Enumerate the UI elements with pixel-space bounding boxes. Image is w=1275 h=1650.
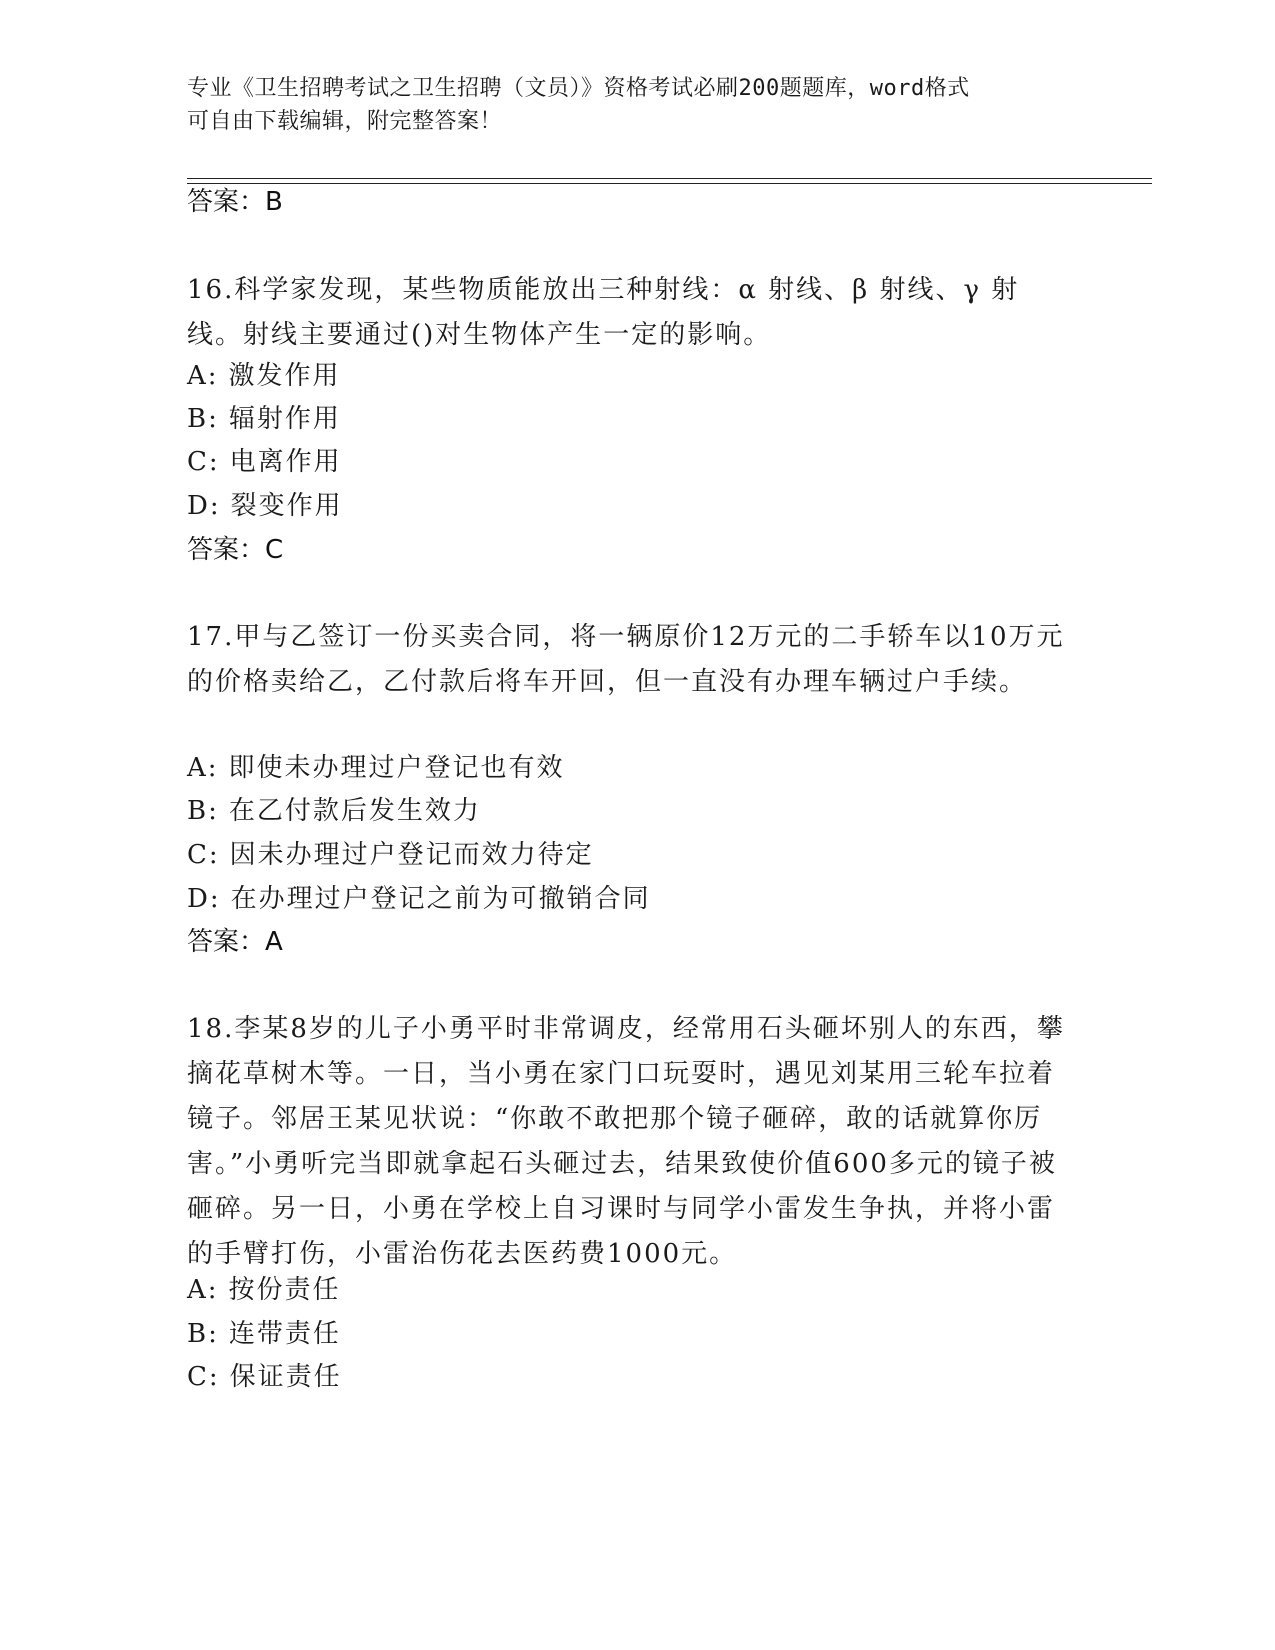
option-letter: D: bbox=[187, 884, 221, 914]
option-letter: B: bbox=[187, 404, 219, 434]
answer-17: 答案：A bbox=[187, 927, 283, 957]
option-letter: C: bbox=[187, 840, 220, 870]
question-16-option-a bbox=[187, 358, 341, 394]
question-16-option-d bbox=[187, 488, 343, 524]
option-text: 按份责任 bbox=[228, 1275, 341, 1305]
header-divider-top bbox=[187, 178, 1152, 179]
question-17-option-b bbox=[187, 793, 481, 829]
header-divider-bottom bbox=[187, 183, 1152, 184]
option-text: 在乙付款后发生效力 bbox=[228, 796, 481, 826]
option-text: 辐射作用 bbox=[228, 404, 341, 434]
option-letter: B: bbox=[187, 1319, 219, 1349]
question-18-option-a bbox=[187, 1272, 341, 1308]
option-letter: C: bbox=[187, 447, 220, 477]
question-17-option-d bbox=[187, 881, 651, 917]
option-text: 电离作用 bbox=[229, 447, 342, 477]
option-text: 连带责任 bbox=[228, 1319, 341, 1349]
option-letter: D: bbox=[187, 491, 221, 521]
question-17-text: 17.甲与乙签订一份买卖合同，将一辆原价12万元的二手轿车以10万元的价格卖给乙，乙付款后将车开回，但一直没有办理车辆过户手续。 bbox=[187, 622, 1065, 697]
document-header bbox=[187, 72, 1067, 138]
option-letter: A: bbox=[187, 753, 219, 783]
answer-15: 答案：B bbox=[187, 187, 283, 217]
option-text: 保证责任 bbox=[229, 1362, 342, 1392]
option-letter: A: bbox=[187, 1275, 219, 1305]
question-16-option-c bbox=[187, 444, 342, 480]
question-18-text: 18.李某8岁的儿子小勇平时非常调皮，经常用石头砸坏别人的东西，攀摘花草树木等。一日，当小勇在家门口玩耍时，遇见刘某用三轮车拉着镜子。邻居王某见状说：“你敢不敢把那个镜子砸碎，敢的话就算你厉害。”小勇听完当即就拿起石头砸过去，结果致使价值600多元的镜子被砸碎。另一日，小勇在学校上自习课时与同学小雷发生争执，并将小雷的手臂打伤，小雷治伤花去医药费1000元。 bbox=[187, 1014, 1065, 1269]
answer-16: 答案：C bbox=[187, 535, 284, 565]
option-text: 即使未办理过户登记也有效 bbox=[228, 753, 565, 783]
option-letter: B: bbox=[187, 796, 219, 826]
header-line-1: 专业《卫生招聘考试之卫生招聘（文员）》资格考试必刷200题题库，word格式 bbox=[187, 76, 970, 101]
question-16-option-b bbox=[187, 401, 341, 437]
question-17-option-a bbox=[187, 750, 565, 786]
option-letter: C: bbox=[187, 1362, 220, 1392]
question-18-option-b bbox=[187, 1316, 341, 1352]
option-text: 裂变作用 bbox=[230, 491, 343, 521]
question-18-option-c bbox=[187, 1359, 342, 1395]
option-text: 在办理过户登记之前为可撤销合同 bbox=[230, 884, 651, 914]
option-text: 激发作用 bbox=[228, 361, 341, 391]
question-16-text: 16.科学家发现，某些物质能放出三种射线：α 射线、β 射线、γ 射线。射线主要通过()对生物体产生一定的影响。 bbox=[187, 275, 1020, 350]
option-letter: A: bbox=[187, 361, 219, 391]
option-text: 因未办理过户登记而效力待定 bbox=[229, 840, 594, 870]
question-17-option-c bbox=[187, 837, 594, 873]
header-line-2: 可自由下载编辑，附完整答案！ bbox=[187, 109, 503, 134]
